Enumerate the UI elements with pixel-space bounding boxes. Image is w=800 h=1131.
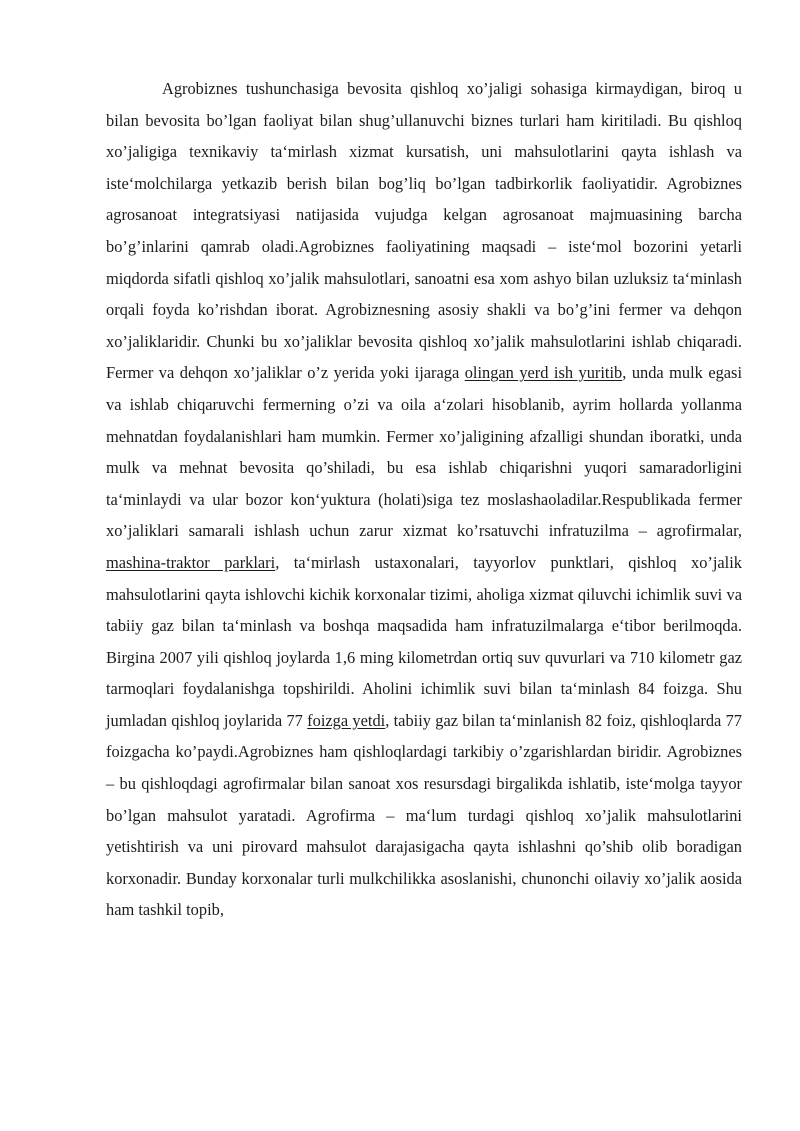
text-segment: , unda mulk egasi va ishlab chiqaruvchi fermerning o’zi va oila a‘zolari hisoblanib, ayrim hollarda yollanma mehnatdan foydalanishlari ham mumkin. Fermer xo’jaligining afzalligi shundan iboratki, unda mulk va mehnat bevosita qo’shiladi, bu esa ishlab chiqarishni yuqori samaradorligini ta‘minlaydi va ular bozor kon‘yuktura (holati)siga tez moslashaoladilar.Respublikada fermer xo’jaliklari samarali ishlash uchun zarur xizmat ko’rsatuvchi infratuzilma – agrofirmalar,	[106, 363, 742, 541]
document-page	[106, 73, 742, 926]
underlined-phrase: mashina-traktor parklari	[106, 552, 276, 572]
underlined-phrase: foizga yetdi	[307, 710, 386, 730]
text-segment: Agrobiznes tushunchasiga bevosita qishloq xo’jaligi sohasiga kirmaydigan, biroq u bilan bevosita bo’lgan faoliyat bilan shug’ullanuvchi biznes turlari ham kiritiladi. Bu qishloq xo’jaligiga texnikaviy ta‘mirlash xizmat kursatish, uni mahsulotlarini qayta ishlash va iste‘molchilarga yetkazib berish bilan bog’liq bo’lgan tadbirkorlik faoliyatidir. Agrobiznes agrosanoat integratsiyasi natijasida vujudga kelgan agrosanoat majmuasining barcha bo’g’inlarini qamrab oladi.Agrobiznes faoliyatining maqsadi – iste‘mol bozorini yetarli miqdorda sifatli qishloq xo’jalik mahsulotlari, sanoatni esa xom ashyo bilan uzluksiz ta‘minlash orqali foyda ko’rishdan iborat. Agrobiznesning asosiy shakli va bo’g’ini fermer va dehqon xo’jaliklaridir. Chunki bu xo’jaliklar bevosita qishloq xo’jalik mahsulotlarini ishlab chiqaradi. Fermer va dehqon xo’jaliklar o’z yerida yoki ijaraga	[106, 79, 742, 383]
text-segment: , tabiiy gaz bilan ta‘minlanish 82 foiz, qishloqlarda 77 foizgacha ko’paydi.Agrobiznes ham qishloqlardagi tarkibiy o’zgarishlardan biridir. Agrobiznes – bu qishloqdagi agrofirmalar bilan sanoat xos resursdagi birgalikda ishlatib, iste‘molga tayyor bo’lgan mahsulot yaratadi. Agrofirma – ma‘lum turdagi qishloq xo’jalik mahsulotlarini yetishtirish va uni pirovard mahsulot darajasigacha qayta ishlashni qo’shib olib boradigan korxonadir. Bunday korxonalar turli mulkchilikka asoslanishi, chunonchi oilaviy xo’jalik aosida ham tashkil topib,	[106, 710, 742, 920]
body-paragraph	[106, 73, 742, 926]
underlined-phrase: olingan yerd ish yuritib	[464, 363, 623, 383]
text-segment: , ta‘mirlash ustaxonalari, tayyorlov punktlari, qishloq xo’jalik mahsulotlarini qayta ishlovchi kichik korxonalar tizimi, aholiga xizmat qiluvchi ichimlik suvi va tabiiy gaz bilan ta‘minlash va boshqa maqsadida ham infratuzilmalarga e‘tibor berilmoqda. Birgina 2007 yili qishloq joylarda 1,6 ming kilometrdan ortiq suv quvurlari va 710 kilometr gaz tarmoqlari foydalanishga topshirildi. Aholini ichimlik suvi bilan ta‘minlash 84 foizga. Shu jumladan qishloq joylarida 77	[106, 552, 742, 730]
